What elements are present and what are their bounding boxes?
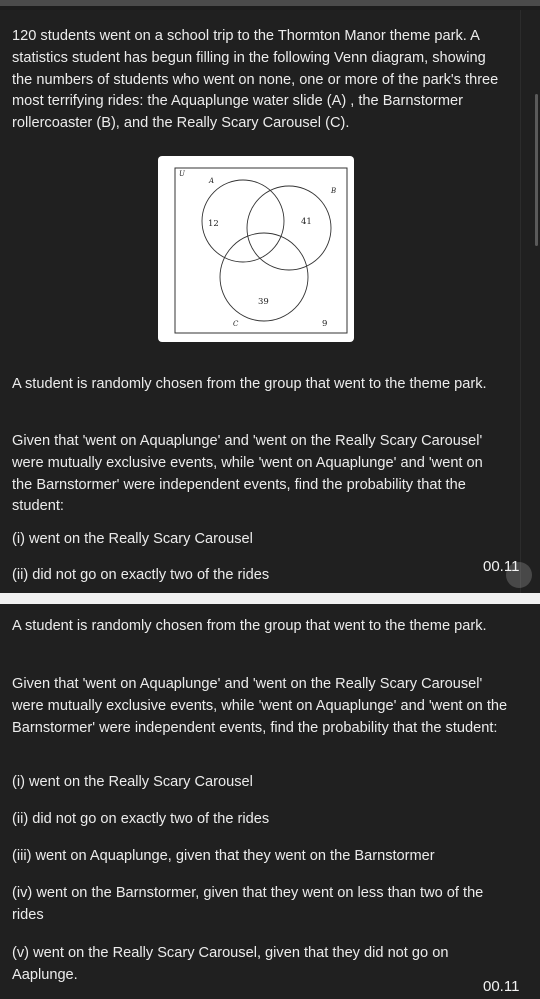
intro-paragraph: 120 students went on a school trip to the Thormton Manor theme park. A statistics student has begun filling in the following Venn diagram, showing the numbers of students who went on none, one or more of the park's three most terrifying rides: the Aquaplunge water slide (A) , the Barnstormer rollercoaster (B), and the Really Scary Carousel (C). [12,28,499,132]
value-only-c: 39 [258,297,269,307]
question-iv: (iv) went on the Barnstormer, given that they went on less than two of the rides [12,885,484,923]
scrollbar[interactable] [535,94,538,246]
label-b: B [331,187,337,195]
venn-svg [158,156,354,342]
panel-divider [520,10,521,593]
question-i: (i) went on the Really Scary Carousel [12,774,253,790]
screenshot-separator [0,593,540,604]
universal-set-box [175,168,347,333]
label-u: U [179,170,185,178]
circle-b [247,186,331,270]
timestamp-2: 00.11 [483,978,520,995]
timestamp-1: 00.11 [483,558,520,575]
screenshot-panel-1 [0,10,540,593]
question-i: (i) went on the Really Scary Carousel [12,531,253,547]
question-ii: (ii) did not go on exactly two of the rides [12,567,270,583]
question-intro: A student is randomly chosen from the group that went to the theme park. [12,618,487,634]
circle-c [220,233,308,321]
value-outside: 9 [322,319,328,329]
question-given: Given that 'went on Aquaplunge' and 'went on the Really Scary Carousel' were mutually exclusive events, while 'went on Aquaplunge' and 'went on the Barnstormer' were independent events, find the probability that the student: [12,676,508,736]
screenshot-panel-2 [0,604,540,999]
question-v: (v) went on the Really Scary Carousel, given that they did not go on Aaplunge. [12,945,449,983]
top-status-strip [0,0,540,6]
question-given: Given that 'went on Aquaplunge' and 'went on the Really Scary Carousel' were mutually exclusive events, while 'went on Aquaplunge' and 'went on the Barnstormer' were independent events, find the probability that the student: [12,433,483,515]
question-intro: A student is randomly chosen from the group that went to the theme park. [12,376,487,392]
question-ii: (ii) did not go on exactly two of the rides [12,811,270,827]
venn-diagram [158,156,354,342]
question-iii: (iii) went on Aquaplunge, given that they went on the Barnstormer [12,848,435,864]
value-only-b: 41 [301,217,312,227]
label-a: A [209,177,215,185]
value-only-a: 12 [208,219,219,229]
label-c: C [233,320,239,328]
